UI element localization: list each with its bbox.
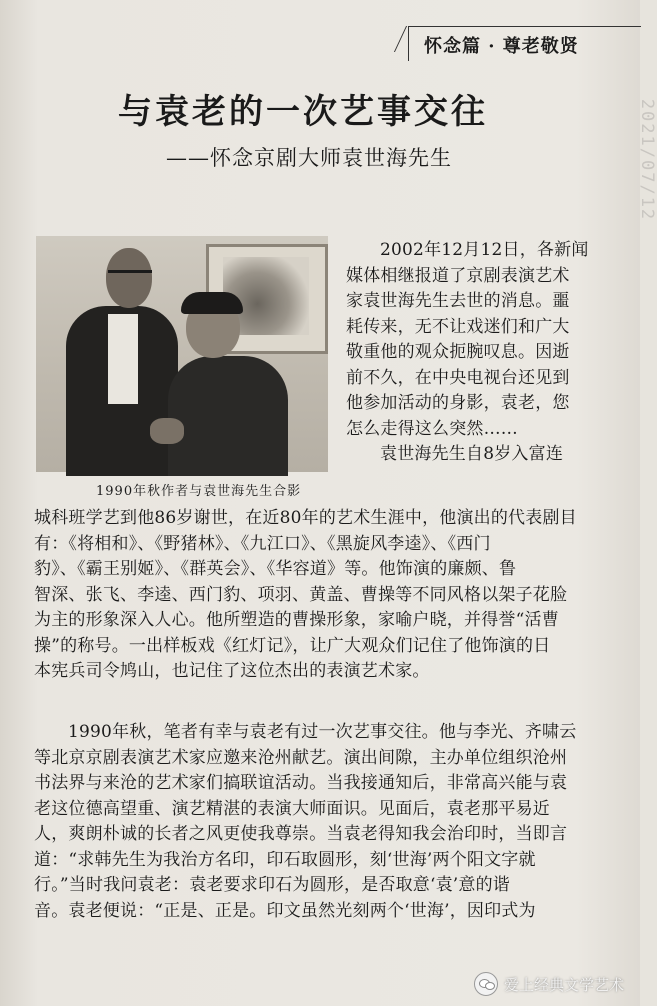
text-line: 书法界与来沧的艺术家们搞联谊活动。当我接通知后，非常高兴能与袁 [34,773,568,793]
wechat-watermark [474,972,624,996]
text-line: 耗传来，无不让戏迷们和广大 [346,316,570,337]
text-line: 有：《将相和》、《野猪林》、《九江口》、《黑旋风李逵》、《西门 [34,533,491,554]
paragraph-2 [34,506,610,685]
text-line: 家袁世海先生去世的消息。噩 [346,291,570,311]
text-line: 怎么走得这么突然…… [346,418,518,439]
text-line: 2002年12月12日，各新闻 [380,240,589,260]
date-watermark: 2021/07/12 [636,98,657,222]
text-line: 他参加活动的身影，袁老，您 [346,393,570,413]
right-column-text [346,238,616,468]
photo-caption: 1990年秋作者与袁世海先生合影 [96,484,302,499]
cap [181,292,243,314]
text-line: 前不久，在中央电视台还见到 [346,367,570,388]
text-line: 1990年秋，笔者有幸与袁老有过一次艺事交往。他与李光、齐啸云 [68,722,577,742]
handshake [150,418,184,444]
glasses [108,270,152,283]
text-line: 媒体相继报道了京剧表演艺术 [346,265,570,286]
text-line: 等北京京剧表演艺术家应邀来沧州献艺。演出间隙，主办单位组织沧州 [34,747,568,768]
text-line: 袁世海先生自8岁入富连 [380,444,564,464]
text-line: 为主的形象深入人心。他所塑造的曹操形象，家喻户晓，并得誉“活曹 [34,610,559,630]
text-line: 敬重他的观众扼腕叹息。因逝 [346,342,570,362]
shirt [108,314,138,404]
text-line: 城科班学艺到他86岁谢世，在近80年的艺术生涯中，他演出的代表剧目 [34,508,577,528]
text-line: 智深、张飞、李逵、西门豹、项羽、黄盖、曹操等不同风格以架子花脸 [34,584,568,605]
text-line: 本宪兵司令鸠山，也记住了这位杰出的表演艺术家。 [34,661,430,681]
article-subtitle: ——怀念京剧大师袁世海先生 [166,146,452,170]
person-right [168,356,288,476]
text-line: 操”的称号。一出样板戏《红灯记》，让广大观众们记住了他饰演的日 [34,635,551,656]
text-line: 道：“求韩先生为我治方名印，印石取圆形，刻‘世海’两个阳文字就 [34,849,536,870]
photo [36,236,328,472]
article-title: 与袁老的一次艺事交往 [118,92,488,132]
text-line: 音。袁老便说：“正是、正是。印文虽然光刻两个‘世海’，因印式为 [34,900,536,921]
watermark-text: 爱上经典文学艺术 [503,975,624,994]
text-line: 行。”当时我问袁老：袁老要求印石为圆形，是否取意‘袁’意的谐 [34,875,510,895]
wechat-icon [474,972,498,996]
section-label: 怀念篇 · 尊老敬贤 [424,36,579,57]
text-line: 老这位德高望重、演艺精湛的表演大师面识。见面后，袁老那平易近 [34,798,550,819]
text-line: 人，爽朗朴诚的长者之风更使我尊崇。当袁老得知我会治印时，当即言 [34,824,568,844]
text-line: 豹》、《霸王别姬》、《群英会》、《华容道》等。他饰演的廉颇、鲁 [34,559,517,579]
paragraph-3 [34,720,610,924]
